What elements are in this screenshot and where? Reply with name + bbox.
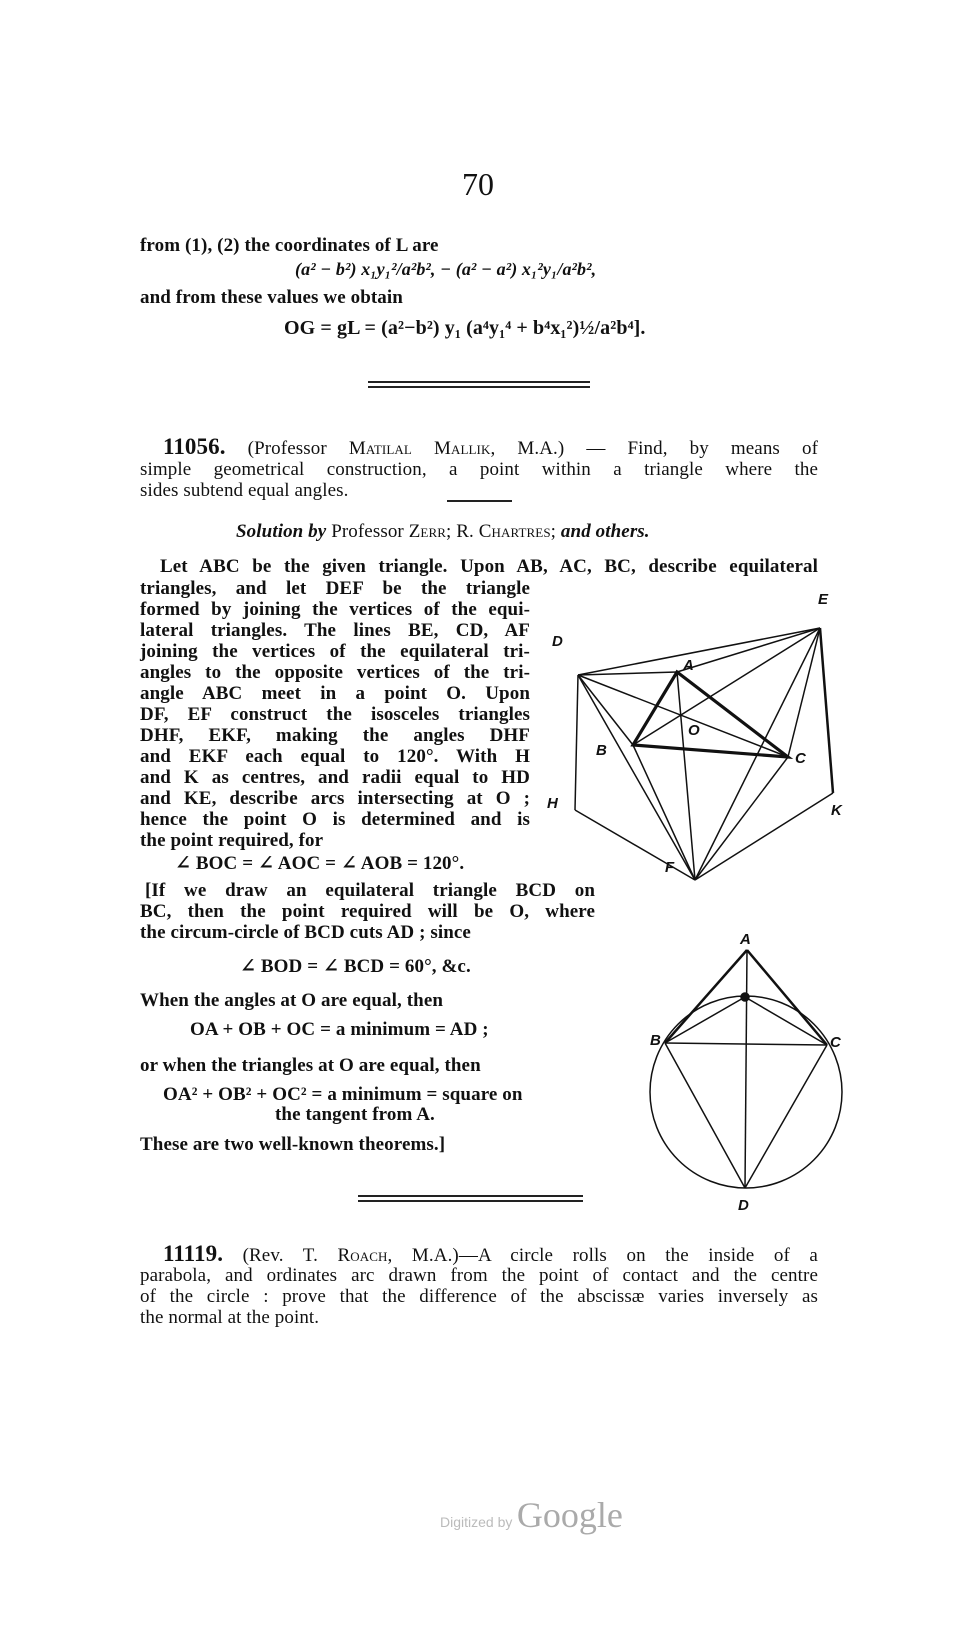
label-B: B	[596, 742, 607, 759]
note-line: [If we draw an equilateral triangle BCD on	[145, 880, 595, 901]
intro-line-2: and from these values we obtain	[140, 287, 403, 308]
q-author: Roach	[337, 1245, 388, 1266]
label-A: A	[683, 657, 694, 674]
label-C: C	[795, 750, 806, 767]
q-prefix: (Professor	[247, 438, 327, 459]
q11056-line-3: sides subtend equal angles.	[140, 480, 349, 501]
question-number: 11119.	[163, 1241, 224, 1266]
solution-line: DHF, EKF, making the angles DHF	[140, 725, 530, 746]
solution-line: and K as centres, and radii equal to HD	[140, 767, 530, 788]
label-D: D	[738, 1197, 749, 1214]
note-line: the circum-circle of BCD cuts AD ; since	[140, 922, 471, 943]
equation-angles: ∠ BOC = ∠ AOC = ∠ AOB = 120°.	[175, 853, 465, 874]
intro-formula-1: (a² − b²) x₁y₁²/a²b², − (a² − a²) x₁²y₁/a²b²,	[295, 259, 597, 279]
solution-by: Solution by	[236, 521, 327, 542]
solver-chartres: Chartres	[478, 521, 551, 542]
solution-line: the point required, for	[140, 830, 324, 851]
label-K: K	[831, 802, 842, 819]
solution-line: and KE, describe arcs intersecting at O ;	[140, 788, 530, 809]
label-E: E	[818, 591, 829, 608]
solution-line: Let ABC be the given triangle. Upon AB, AC, BC, describe equilateral	[160, 556, 818, 577]
equation-squares-cont: the tangent from A.	[275, 1104, 435, 1125]
q11119-line-3: of the circle : prove that the difference of the abscissæ varies inversely as	[140, 1286, 818, 1307]
label-A: A	[740, 931, 751, 948]
solution-line: and EKF each equal to 120°. With H	[140, 746, 530, 767]
equation-bod: ∠ BOD = ∠ BCD = 60°, &c.	[240, 956, 471, 977]
when-triangles: or when the triangles at O are equal, then	[140, 1055, 481, 1076]
when-angles: When the angles at O are equal, then	[140, 990, 444, 1011]
solver-others: and others.	[560, 521, 650, 542]
solution-line: angles to the opposite vertices of the tri-	[140, 662, 530, 683]
label-B: B	[650, 1032, 661, 1049]
solution-line: angle ABC meet in a point O. Upon	[140, 683, 530, 704]
label-H: H	[547, 795, 558, 812]
note-line: BC, then the point required will be O, where	[140, 901, 595, 922]
solution-line: formed by joining the vertices of the equi-	[140, 599, 530, 620]
solver-zerr: Zerr	[408, 521, 447, 542]
equation-sum: OA + OB + OC = a minimum = AD ;	[190, 1019, 489, 1040]
solution-line: hence the point O is determined and is	[140, 809, 530, 830]
equation-squares: OA² + OB² + OC² = a minimum = square on	[163, 1084, 523, 1105]
label-O: O	[688, 722, 700, 739]
section-divider	[358, 1195, 583, 1202]
q11119-line-4: the normal at the point.	[140, 1307, 320, 1328]
label-D: D	[552, 633, 563, 650]
figure-1-labels	[547, 591, 843, 876]
question-number: 11056.	[163, 434, 226, 459]
solver-title: Professor	[331, 521, 404, 542]
q11119-line-2: parabola, and ordinates arc drawn from the point of contact and the centre	[140, 1265, 818, 1286]
separator: ; R.	[446, 521, 474, 542]
q-prefix: (Rev. T.	[242, 1245, 318, 1266]
q11056-line-2: simple geometrical construction, a point within a triangle where the	[140, 459, 818, 480]
label-C: C	[830, 1034, 841, 1051]
q11119-line-1	[163, 1243, 818, 1266]
q-suffix: , M.A.)—A circle rolls on the inside of a	[387, 1245, 818, 1266]
closing-line: These are two well-known theorems.]	[140, 1134, 446, 1155]
q-suffix: , M.A.) — Find, by means of	[490, 438, 819, 459]
figure-2	[650, 950, 842, 1188]
page-number: 70	[462, 166, 494, 202]
label-F: F	[665, 859, 675, 876]
intro-line-1: from (1), (2) the coordinates of L are	[140, 235, 439, 256]
watermark-prefix: Digitized by	[440, 1514, 513, 1530]
separator: ;	[550, 521, 557, 542]
solution-line: lateral triangles. The lines BE, CD, AF	[140, 620, 530, 641]
solution-line: joining the vertices of the equilateral tri-	[140, 641, 530, 662]
solution-line: DF, EF construct the isosceles triangles	[140, 704, 530, 725]
intro-formula-2: OG = gL = (a²−b²) y₁ (a⁴y₁⁴ + b⁴x₁²)½/a²b⁴].	[284, 317, 646, 339]
digitized-watermark	[440, 1494, 623, 1536]
q-author: Matilal Mallik	[348, 438, 491, 459]
google-logo: Google	[516, 1495, 623, 1535]
solution-line: triangles, and let DEF be the triangle	[140, 578, 530, 599]
